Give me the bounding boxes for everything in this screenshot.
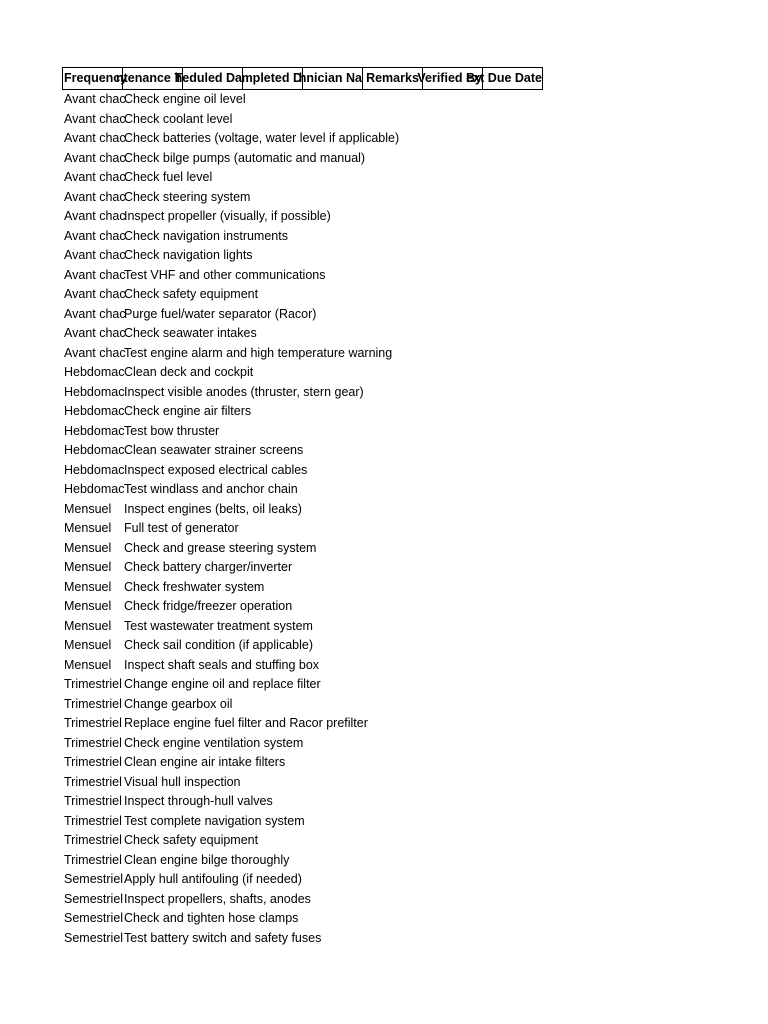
table-row — [62, 500, 543, 520]
frequency-cell: Hebdomac — [64, 443, 125, 457]
table-row — [62, 90, 543, 110]
task-cell: Inspect visible anodes (thruster, stern gear) — [124, 384, 364, 399]
task-cell: Clean engine air intake filters — [124, 755, 286, 769]
frequency-cell: Hebdomac — [64, 423, 125, 438]
frequency-cell: Mensuel — [64, 638, 112, 652]
task-cell: Clean deck and cockpit — [124, 365, 254, 379]
task-cell: Test battery switch and safety fuses — [124, 930, 322, 945]
frequency-cell: Avant chac — [64, 267, 126, 282]
task-cell: Check batteries (voltage, water level if applicable) — [124, 131, 400, 145]
frequency-cell: Avant chac — [64, 189, 126, 204]
table-row — [62, 519, 543, 539]
task-cell: Test VHF and other communications — [124, 267, 326, 282]
header-cell-frequency: Frequency — [62, 67, 123, 90]
table-row — [62, 734, 543, 754]
table-row — [62, 597, 543, 617]
frequency-cell: Mensuel — [64, 560, 112, 574]
frequency-cell: Avant chac — [64, 287, 126, 301]
task-cell: Check and tighten hose clamps — [124, 911, 299, 925]
table-row — [62, 695, 543, 715]
task-cell: Check seawater intakes — [124, 326, 257, 340]
task-cell: Check sail condition (if applicable) — [124, 638, 313, 652]
frequency-cell: Trimestriel — [64, 813, 122, 828]
task-cell: Test engine alarm and high temperature warning — [124, 345, 393, 360]
task-cell: Apply hull antifouling (if needed) — [124, 872, 302, 886]
task-cell: Change gearbox oil — [124, 696, 233, 711]
table-row — [62, 149, 543, 169]
table-row — [62, 110, 543, 130]
header-cell-verified-by: Verified By — [422, 67, 483, 90]
table-row — [62, 441, 543, 461]
task-cell: Inspect propeller (visually, if possible) — [124, 209, 331, 223]
frequency-cell: Avant chac — [64, 92, 126, 106]
task-cell: Check coolant level — [124, 111, 233, 126]
table-row — [62, 363, 543, 383]
table-header-row — [62, 67, 543, 90]
frequency-cell: Avant chac — [64, 111, 126, 126]
frequency-cell: Trimestriel — [64, 774, 122, 789]
header-cell-completed-date: mpleted D — [242, 67, 303, 90]
frequency-cell: Semestriel — [64, 891, 124, 906]
frequency-cell: Hebdomac — [64, 482, 125, 496]
frequency-cell: Trimestriel — [64, 735, 122, 750]
table-row — [62, 402, 543, 422]
task-cell: Check engine oil level — [124, 92, 246, 106]
frequency-cell: Trimestriel — [64, 677, 122, 691]
frequency-cell: Trimestriel — [64, 716, 122, 730]
task-cell: Check bilge pumps (automatic and manual) — [124, 150, 366, 165]
table-row — [62, 207, 543, 227]
table-row — [62, 480, 543, 500]
task-cell: Inspect engines (belts, oil leaks) — [124, 501, 302, 516]
header-cell-next-due-date: ext Due Date — [482, 67, 543, 90]
frequency-cell: Avant chac — [64, 228, 126, 243]
task-cell: Check navigation instruments — [124, 228, 288, 243]
table-row — [62, 851, 543, 871]
frequency-cell: Mensuel — [64, 579, 112, 594]
table-row — [62, 773, 543, 793]
frequency-cell: Mensuel — [64, 501, 112, 516]
task-cell: Test windlass and anchor chain — [124, 482, 298, 496]
task-cell: Test bow thruster — [124, 423, 220, 438]
table-row — [62, 227, 543, 247]
table-row — [62, 539, 543, 559]
frequency-cell: Trimestriel — [64, 833, 122, 847]
frequency-cell: Mensuel — [64, 618, 112, 633]
table-row — [62, 383, 543, 403]
task-cell: Inspect through-hull valves — [124, 794, 273, 808]
task-cell: Check navigation lights — [124, 248, 253, 262]
task-cell: Check safety equipment — [124, 833, 259, 847]
table-row — [62, 168, 543, 188]
frequency-cell: Avant chac — [64, 150, 126, 165]
table-row — [62, 675, 543, 695]
frequency-cell: Mensuel — [64, 521, 112, 535]
table-row — [62, 831, 543, 851]
task-cell: Check engine air filters — [124, 404, 252, 418]
task-cell: Check steering system — [124, 189, 251, 204]
task-cell: Inspect propellers, shafts, anodes — [124, 891, 311, 906]
frequency-cell: Hebdomac — [64, 384, 125, 399]
frequency-cell: Mensuel — [64, 599, 112, 613]
table-row — [62, 461, 543, 481]
table-row — [62, 753, 543, 773]
table-row — [62, 344, 543, 364]
frequency-cell: Avant chac — [64, 306, 126, 321]
table-row — [62, 324, 543, 344]
task-cell: Test complete navigation system — [124, 813, 305, 828]
table-row — [62, 285, 543, 305]
task-cell: Replace engine fuel filter and Racor prefilter — [124, 716, 368, 730]
frequency-cell: Trimestriel — [64, 696, 122, 711]
table-row — [62, 792, 543, 812]
task-cell: Check freshwater system — [124, 579, 265, 594]
table-row — [62, 870, 543, 890]
table-row — [62, 129, 543, 149]
table-row — [62, 909, 543, 929]
frequency-cell: Avant chac — [64, 170, 126, 184]
frequency-cell: Hebdomac — [64, 404, 125, 418]
frequency-cell: Trimestriel — [64, 852, 122, 867]
frequency-cell: Avant chac — [64, 209, 126, 223]
table-row — [62, 422, 543, 442]
task-cell: Clean seawater strainer screens — [124, 443, 304, 457]
task-cell: Check fuel level — [124, 170, 213, 184]
maintenance-sheet — [62, 67, 543, 948]
frequency-cell: Avant chac — [64, 326, 126, 340]
table-row — [62, 246, 543, 266]
table-row — [62, 656, 543, 676]
table-row — [62, 617, 543, 637]
task-cell: Inspect exposed electrical cables — [124, 462, 308, 477]
frequency-cell: Mensuel — [64, 657, 112, 672]
frequency-cell: Semestriel — [64, 930, 124, 945]
table-body — [62, 90, 543, 948]
task-cell: Inspect shaft seals and stuffing box — [124, 657, 320, 672]
frequency-cell: Trimestriel — [64, 794, 122, 808]
header-cell-remarks: Remarks — [362, 67, 423, 90]
table-row — [62, 188, 543, 208]
header-cell-maintenance-task: ntenance T — [122, 67, 183, 90]
task-cell: Change engine oil and replace filter — [124, 677, 321, 691]
frequency-cell: Avant chac — [64, 131, 126, 145]
frequency-cell: Trimestriel — [64, 755, 122, 769]
table-row — [62, 305, 543, 325]
task-cell: Purge fuel/water separator (Racor) — [124, 306, 317, 321]
frequency-cell: Mensuel — [64, 540, 112, 555]
header-cell-technician-name: hnician Na — [302, 67, 363, 90]
task-cell: Full test of generator — [124, 521, 239, 535]
frequency-cell: Semestriel — [64, 872, 124, 886]
frequency-cell: Avant chac — [64, 345, 126, 360]
frequency-cell: Hebdomac — [64, 365, 125, 379]
task-cell: Clean engine bilge thoroughly — [124, 852, 290, 867]
frequency-cell: Avant chac — [64, 248, 126, 262]
table-row — [62, 636, 543, 656]
task-cell: Visual hull inspection — [124, 774, 241, 789]
frequency-cell: Hebdomac — [64, 462, 125, 477]
header-cell-scheduled-date: heduled Da — [182, 67, 243, 90]
task-cell: Check and grease steering system — [124, 540, 317, 555]
table-row — [62, 558, 543, 578]
table-row — [62, 929, 543, 949]
task-cell: Check engine ventilation system — [124, 735, 304, 750]
task-cell: Check fridge/freezer operation — [124, 599, 293, 613]
task-cell: Check safety equipment — [124, 287, 259, 301]
table-row — [62, 578, 543, 598]
table-row — [62, 890, 543, 910]
task-cell: Check battery charger/inverter — [124, 560, 293, 574]
frequency-cell: Semestriel — [64, 911, 124, 925]
table-row — [62, 266, 543, 286]
table-row — [62, 812, 543, 832]
task-cell: Test wastewater treatment system — [124, 618, 313, 633]
table-row — [62, 714, 543, 734]
